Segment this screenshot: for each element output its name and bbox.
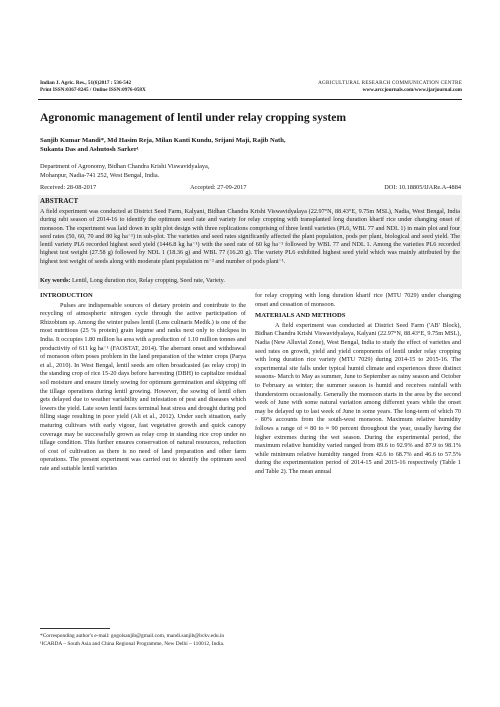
header-divider [38, 99, 462, 100]
authors-line-1: Sanjib Kumar Mandi*, Md Hasim Reja, Milan Kanti Kundu, Srijani Maji, Rajib Nath, [40, 137, 286, 144]
journal-header [40, 80, 146, 94]
affiliation [40, 163, 460, 180]
keywords-label: Key words: [40, 277, 71, 284]
received-date: Received: 28-08-2017 [40, 184, 97, 191]
introduction-continuation: for relay cropping with long duration kharif rice (MTU 7029) under changing onset and cessation of monsoon. [255, 292, 461, 308]
authors-line-2: Sukanta Das and Ashutosh Sarker¹ [40, 146, 139, 153]
left-column [40, 292, 246, 473]
introduction-text: Pulses are indispensable sources of dietary protein and contribute to the recycling of atmospheric nitrogen cycle through the active participation of Rhizobium sp. Among the winter pulses lentil (Lens culinaris Medik.) is one of the most nutritious (25 % protein) grain legume and ranks next only to chickpea in India. It occupies 1.80 million ha area with a production of 1.10 million tonnes and productivity of 611 kg ha⁻¹ (FAOSTAT, 2014). The aberrant onset and withdrawal of monsoon often poses problem in the land preparation of the winter crops (Parya et al., 2010). In West Bengal, lentil seeds are often broadcasted (as relay crop) in the standing crop of rice 15-20 days before harvesting (DBH) to capitalize residual soil moisture and ensure timely sowing for optimum germination and skipping off the tillage operations during lentil growing. However, the sowing of lentil often gets delayed due to weather variability and infestation of pest and diseases which lowers the yield. Late sown lentil faces terminal heat stress and drought during pod filling stage resulting in poor yield (Ali et al., 2012). Under such situation, early maturing cultivars with early vigour, fast vegetative growth and quick canopy coverage may be successfully grown as relay crop in standing rice crop under no tillage condition. This further ensures conservation of natural resources, reduction of cost of cultivation as there is no need of land preparation and other farm operations. The present experiment was carried out to identify the optimum seed rate and suitable lentil varieties [40, 301, 246, 472]
journal-citation: Indian J. Agric. Res., 51(6)2017 : 536-542 [40, 80, 132, 86]
affiliation-line-2: Mohanpur, Nadia-741 252, West Bengal, India. [40, 171, 160, 179]
abstract-text: A field experiment was conducted at District Seed Farm, Kalyani, Bidhan Chandra Krishi Viswavidyalaya (22.97°N, 88.43°E, 9.75m MSL), Nadia, West Bengal, India during rabi season of 2014-16 to identify the optimum seed rate and variety for relay cropping with transplanted long duration kharif rice under changing onset of monsoon. The experiment was laid down in split plot design with three replications comprising of three lentil varieties (PL6, WBL 77 and NDL 1) in main plot and four seed rates (50, 60, 70 and 80 kg ha⁻¹) in sub-plot. The varieties and seed rates significantly affected the plant population, pods per plant, biological and seed yield. The lentil variety PL6 recorded highest seed yield (1446.8 kg ha⁻¹) with the seed rate of 60 kg ha⁻¹ followed by WBL 77 and NDL 1. Among the varieties PL6 recorded highest test weight (27.58 g) followed by NDL 1 (18.36 g) and WBL 77 (16.20 g). The variety PL6 exhibited highest seed yield which was mainly attributed by the highest test weight of seeds along with moderate plant population m⁻² and number of pods plant⁻¹. [40, 208, 460, 265]
methods-heading: MATERIALS AND METHODS [255, 312, 346, 320]
paper-title: Agronomic management of lentil under relay cropping system [40, 111, 347, 124]
corresponding-author-note: *Corresponding author's e-mail: gogolsanjib@gmail.com, mandi.sanjib@bckv.edu.in [40, 633, 225, 639]
accepted-date: Accepted: 27-09-2017 [190, 184, 247, 191]
issn-line: Print ISSN:0367-8245 / Online ISSN:0976-058X [40, 87, 146, 93]
doi[interactable]: DOI: 10.18805/IJARe.A-4884 [384, 184, 461, 191]
author-list [40, 136, 460, 154]
footnote-divider [40, 628, 110, 629]
introduction-heading: INTRODUCTION [40, 292, 93, 299]
methods-text: A field experiment was conducted at District Seed Farm ('AB' Block), Bidhan Chandra Krishi Viswavidyalaya, Kalyani (22.97°N, 88.43°E, 9.75m MSL), Nadia (New Alluvial Zone), West Bengal, India to study the effect of varieties and seed rates on growth, yield and yield components of lentil under relay cropping with long duration rice variety (MTU 7029) during 2014-15 to 2015-16. The experimental site falls under typical humid climate and experiences three distinct seasons- March to May as summer, June to September as rainy season and October to February as winter; the summer season is humid and receives rainfall with thunderstorm occasionally. Generally the monsoon starts in the area by the second week of June with some natural variation among different years while the onset may be delayed up to last week of June in some years. The long-term of which 70 - 80% accounts from the south-west monsoon. Maximum relative humidity follows a range of ≈ 80 to ≈ 90 percent throughout the year, usually having the higher extremes during the wet season. During the experimental period, the maximum relative humidity varied ranged from 89.6 to 92.9% and 87.9 to 98.1% while minimum relative humidity ranged from 42.6 to 68.7% and 46.6 to 57.5% during the experimentation period of 2014-15 and 2015-16 respectively (Table 1 and Table 2). The mean annual [255, 321, 461, 475]
right-column [255, 292, 461, 476]
publisher-header [318, 80, 462, 94]
keywords [40, 277, 460, 284]
journal-website[interactable]: www.arccjournals.com/www.ijarjournal.com [362, 87, 462, 93]
article-dates [40, 184, 461, 193]
keywords-text: Lentil, Long duration rice, Relay cropping, Seed rate, Variety. [70, 277, 225, 284]
affiliation-line-1: Department of Agronomy, Bidhan Chandra Krishi Viswavidyalaya, [40, 163, 210, 170]
abstract-heading: ABSTRACT [40, 197, 79, 205]
publisher-name: AGRICULTURAL RESEARCH COMMUNICATION CENTRE [318, 80, 462, 86]
icarda-note: ¹ICARDA – South Asia and China Regional Programme, New Delhi – 110012, India. [40, 641, 225, 647]
footnotes [40, 632, 460, 648]
